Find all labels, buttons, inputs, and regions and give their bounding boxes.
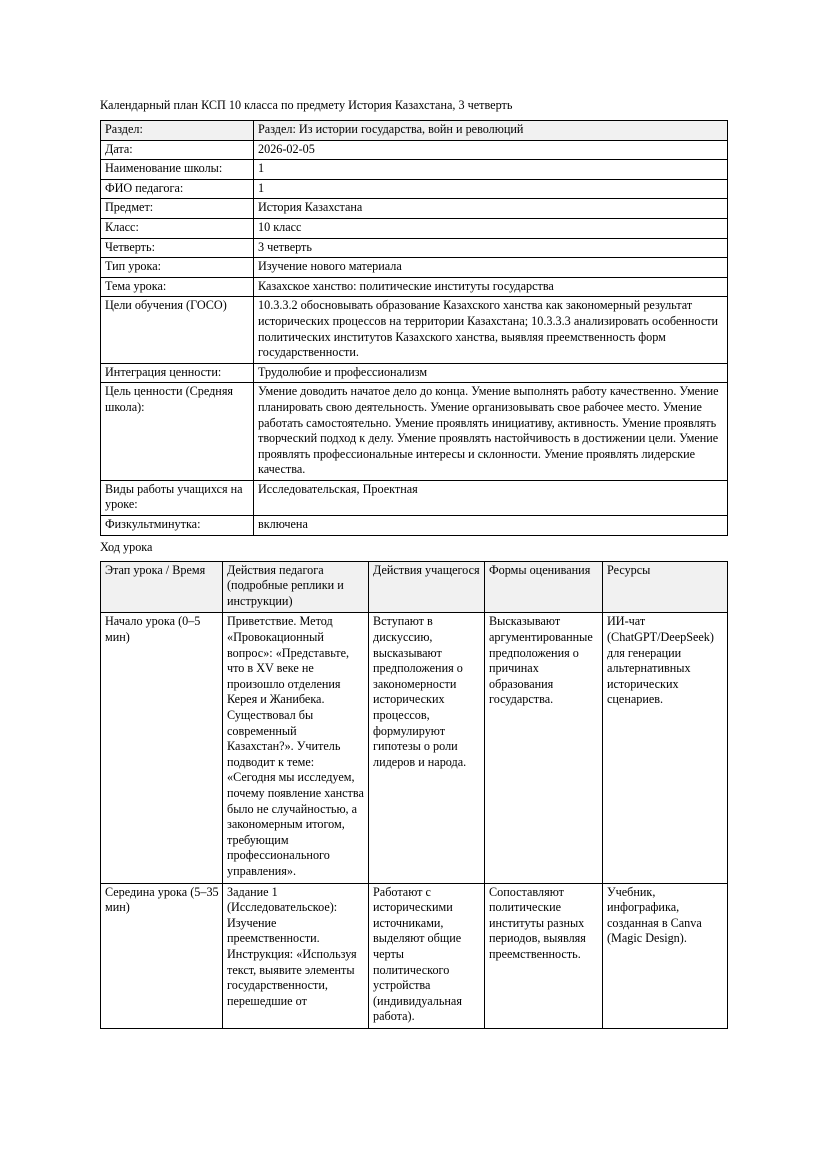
lesson-flow-table (100, 561, 728, 1029)
info-row-value: Исследовательская, Проектная (254, 480, 728, 515)
table-row (101, 258, 728, 278)
table-row (101, 218, 728, 238)
table-row (101, 613, 728, 883)
table-row (101, 277, 728, 297)
column-header: Формы оценивания (485, 561, 603, 613)
column-header: Ресурсы (603, 561, 728, 613)
info-row-value: 10 класс (254, 218, 728, 238)
table-row (101, 883, 728, 1028)
student-actions-cell: Вступают в дискуссию, высказывают предположения о закономерности исторических процессов, формулируют гипотезы о роли лидеров и народа. (369, 613, 485, 883)
info-row-label: Тип урока: (101, 258, 254, 278)
lesson-flow-header (101, 561, 728, 613)
teacher-actions-cell: Приветствие. Метод «Провокационный вопрос»: «Представьте, что в XV веке не произошло отделения Керея и Жанибека. Существовал бы современный Казахстан?». Учитель подводит к теме: «Сегодня мы исследуем, почему появление ханства было не случайностью, а закономерным итогом, требующим профессионального управления». (223, 613, 369, 883)
lesson-info-table (100, 120, 728, 536)
column-header: Действия педагога (подробные реплики и инструкции) (223, 561, 369, 613)
resources-cell: Учебник, инфографика, созданная в Canva (Magic Design). (603, 883, 728, 1028)
table-row (101, 160, 728, 180)
info-row-value: 2026-02-05 (254, 140, 728, 160)
info-row-label: Дата: (101, 140, 254, 160)
table-row (101, 383, 728, 481)
info-row-label: Цели обучения (ГОСО) (101, 297, 254, 363)
table-row (101, 480, 728, 515)
assessment-cell: Сопоставляют политические институты разных периодов, выявляя преемственность. (485, 883, 603, 1028)
column-header: Действия учащегося (369, 561, 485, 613)
table-row (101, 140, 728, 160)
table-row (101, 121, 728, 141)
stage-cell: Середина урока (5–35 мин) (101, 883, 223, 1028)
table-row (101, 199, 728, 219)
info-row-value: Изучение нового материала (254, 258, 728, 278)
info-row-label: Цель ценности (Средняя школа): (101, 383, 254, 481)
info-row-label: Предмет: (101, 199, 254, 219)
info-row-value: включена (254, 516, 728, 536)
info-row-value: 1 (254, 179, 728, 199)
info-row-value: Раздел: Из истории государства, войн и революций (254, 121, 728, 141)
info-row-label: Интеграция ценности: (101, 363, 254, 383)
info-row-label: Физкультминутка: (101, 516, 254, 536)
assessment-cell: Высказывают аргументированные предположения о причинах образования государства. (485, 613, 603, 883)
info-row-label: ФИО педагога: (101, 179, 254, 199)
teacher-actions-cell: Задание 1 (Исследовательское): Изучение преемственности. Инструкция: «Используя текст, выявите элементы государственности, перешедшие от (223, 883, 369, 1028)
info-row-label: Класс: (101, 218, 254, 238)
table-row (101, 363, 728, 383)
table-header-row (101, 561, 728, 613)
stage-cell: Начало урока (0–5 мин) (101, 613, 223, 883)
table-row (101, 179, 728, 199)
student-actions-cell: Работают с историческими источниками, выделяют общие черты политического устройства (индивидуальная работа). (369, 883, 485, 1028)
resources-cell: ИИ-чат (ChatGPT/DeepSeek) для генерации альтернативных исторических сценариев. (603, 613, 728, 883)
table-row (101, 516, 728, 536)
lesson-flow-body (101, 613, 728, 1028)
info-row-value: 1 (254, 160, 728, 180)
info-row-value: 3 четверть (254, 238, 728, 258)
info-row-label: Тема урока: (101, 277, 254, 297)
table-row (101, 238, 728, 258)
lesson-flow-label: Ход урока (100, 539, 153, 554)
info-row-value: 10.3.3.2 обосновывать образование Казахского ханства как закономерный результат исторических процессов на территории Казахстана; 10.3.3.3 анализировать особенности политических институтов Казахского ханства, выявляя преемственность форм государственности. (254, 297, 728, 363)
info-row-label: Наименование школы: (101, 160, 254, 180)
info-row-label: Виды работы учащихся на уроке: (101, 480, 254, 515)
info-row-label: Раздел: (101, 121, 254, 141)
info-row-value: Казахское ханство: политические институты государства (254, 277, 728, 297)
table-row (101, 297, 728, 363)
info-row-value: Умение доводить начатое дело до конца. Умение выполнять работу качественно. Умение планировать свою деятельность. Умение организовывать свое рабочее место. Умение работать самостоятельно. Умение проявлять инициативу, активность. Умение проявлять творческий подход к делу. Умение проявлять настойчивость в достижении цели. Умение проявлять профессиональные интересы и склонности. Умение проявлять лидерские качества. (254, 383, 728, 481)
lesson-info-body (101, 121, 728, 536)
column-header: Этап урока / Время (101, 561, 223, 613)
info-row-label: Четверть: (101, 238, 254, 258)
info-row-value: История Казахстана (254, 199, 728, 219)
page-title: Календарный план КСП 10 класса по предмету История Казахстана, 3 четверть (100, 98, 513, 112)
info-row-value: Трудолюбие и профессионализм (254, 363, 728, 383)
